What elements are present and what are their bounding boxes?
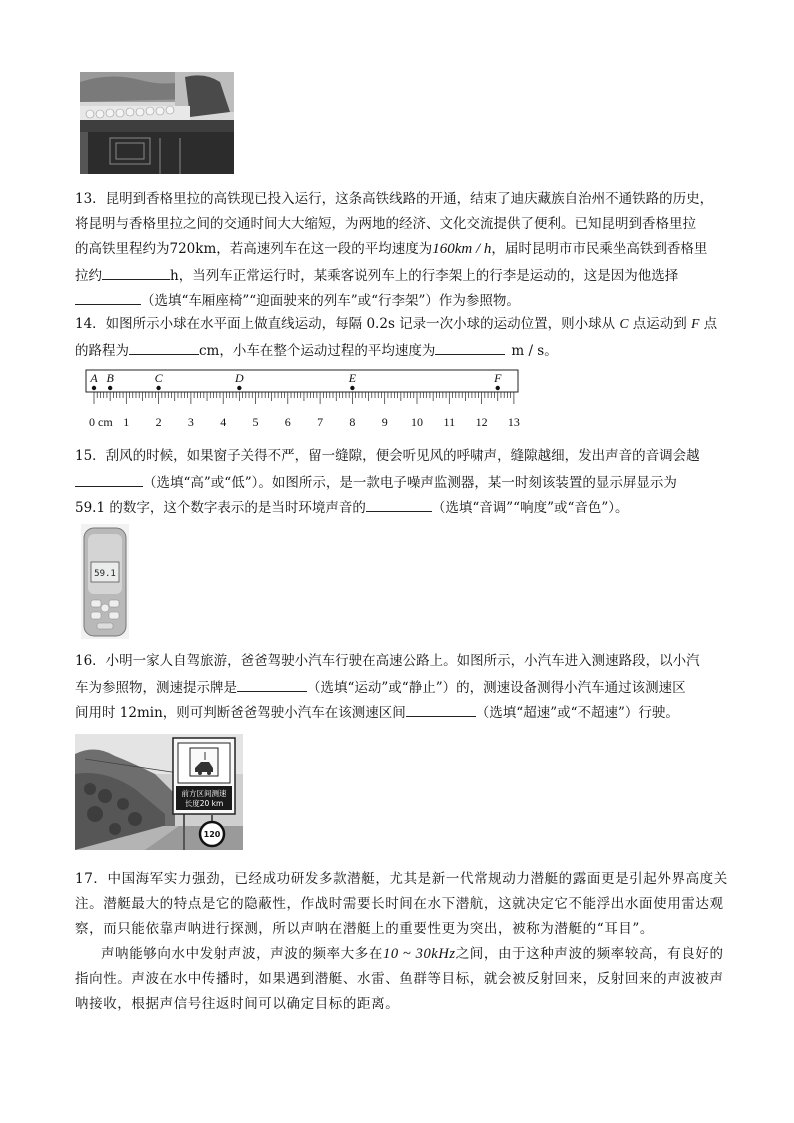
ball-position-B [108,386,112,390]
point-label-A: A [90,371,98,385]
ruler-figure [84,368,524,434]
q16-line-2 [75,677,686,697]
speed-value: 160km / h [432,241,492,257]
q15-line-3 [75,497,629,517]
ruler-number: 4 [220,415,227,429]
ball-position-D [237,386,241,390]
ruler-number: 7 [317,415,324,429]
ruler-number: 10 [411,415,423,429]
q13-line-4-tail: h，当列车正常运行时，某乘客说列车上的行李架上的行李是运动的，这是因为他选择 [170,268,679,284]
answer-blank-motion[interactable] [237,677,307,692]
ball-position-A [92,386,96,390]
answer-blank-pitch[interactable] [75,472,143,487]
q13-line-3-text: 的高铁里程约为720km，若高速列车在这一段的平均速度为 [75,241,433,257]
answer-blank-speed[interactable] [435,340,505,355]
q13-line-3 [75,240,707,258]
q15-line-2 [75,472,677,492]
q16-line-3 [75,702,679,722]
noise-meter-image [81,524,129,639]
q15-line-3-tail: （选填“音调”“响度”或“音色”）。 [431,500,629,516]
q13-line-5-text: （选填“车厢座椅”“迎面驶来的列车”或“行李架”）作为参照物。 [141,293,520,309]
sign-text-2: 长度20 km [184,799,224,808]
point-label-D: D [235,371,244,385]
q15-line-2-text: （选填“高”或“低”）。如图所示，是一款电子噪声监测器，某一时刻该装置的显示屏显示为 [143,475,677,491]
ball-position-C [156,386,160,390]
frequency-range: 10 ~ 30kHz [383,946,456,962]
answer-blank-distance[interactable] [129,340,199,355]
answer-blank-sound[interactable] [366,497,432,512]
point-f-label: F [691,316,700,331]
answer-blank-time[interactable] [102,265,170,280]
ruler-number: 6 [284,415,291,429]
ball-position-F [496,386,500,390]
q16-line-2-tail: （选填“运动”或“静止”）的，测速设备测得小汽车通过该测速区 [307,680,686,696]
point-label-F: F [494,371,502,385]
q16-line-3-tail: （选填“超速”或“不超速”）行驶。 [475,705,679,721]
q13-line-4 [75,265,678,285]
point-label-E: E [348,371,357,385]
ruler-number: 5 [252,415,259,429]
ruler-number: 1 [123,415,130,429]
ruler-svg [84,368,524,434]
q15-line-3-text: 59.1 的数字，这个数字表示的是当时环境声音的 [75,500,366,516]
unit-ms: m / s [511,343,545,359]
q16-line-3-text: 间用时 12min，则可判断爸爸驾驶小汽车在该测速区间 [75,705,406,721]
q14-line-1-tail: 点 [699,316,718,332]
ruler-number: 13 [507,415,520,429]
ruler-number: 11 [443,415,456,429]
highway-photo [75,734,243,850]
q17-line-1: 17．中国海军实力强劲，已经成功研发多款潜艇，尤其是新一代常规动力潜艇的露面更是引起外界高度关 [75,871,728,887]
q13-line-4-text: 拉约 [75,268,102,284]
q13-line-1: 13．昆明到香格里拉的高铁现已投入运行，这条高铁线路的开通，结束了迪庆藏族自治州不通铁路的历史， [75,191,714,207]
q15-line-1: 15．刮风的时候，如果窗子关得不严，留一缝隙，便会听见风的呼啸声，缝隙越细，发出声音的音调会越 [75,448,700,464]
q13-line-2: 将昆明与香格里拉之间的交通时间大大缩短，为两地的经济、文化交流提供了便利。已知昆明到香格里拉 [75,216,696,232]
q17-line-6: 呐接收，根据声信号往返时间可以确定目标的距离。 [75,996,400,1012]
q13-line-5 [75,290,520,310]
instrument-photo [80,72,234,174]
q17-line-5: 指向性。声波在水中传播时，如果遇到潜艇、水雷、鱼群等目标，就会被反射回来，反射回来的声波被声 [75,971,724,987]
q14-line-1-mid: 点运动到 [628,316,692,332]
q17-line-3: 察，而只能依靠声呐进行探测，所以声呐在潜艇上的重要性更为突出，被称为潜艇的“耳目”。 [75,921,655,937]
ruler-number: 0 cm [89,415,113,429]
speed-limit-text: 120 [203,830,221,839]
q16-line-1: 16．小明一家人自驾旅游，爸爸驾驶小汽车行驶在高速公路上。如图所示，小汽车进入测速路段，以小汽 [75,653,700,669]
q14-line-1 [75,315,717,333]
ruler-number: 2 [155,415,162,429]
q16-line-2-text: 车为参照物，测速提示牌是 [75,680,237,696]
sign-text-1: 前方区间测速 [181,789,227,798]
q14-line-2-text: 的路程为 [75,343,129,359]
q14-line-2-mid: cm，小车在整个运动过程的平均速度为 [199,343,436,359]
q17-line-4-text: 声呐能够向水中发射声波，声波的频率大多在 [101,946,383,962]
answer-blank-reference[interactable] [75,290,141,305]
q14-line-2 [75,340,558,360]
ruler-number: 3 [187,415,194,429]
point-label-C: C [154,371,163,385]
q14-line-1-text: 14．如图所示小球在水平面上做直线运动，每隔 0.2s 记录一次小球的运动位置，则小球从 [75,316,620,332]
ruler-number: 12 [475,415,488,429]
q14-line-2-end: 。 [544,343,558,359]
q17-line-4-tail: 之间，由于这种声波的频率较高，有良好的 [455,946,724,962]
q17-line-2: 注。潜艇最大的特点是它的隐蔽性，作战时需要长时间在水下潜航，这就决定它不能浮出水面使用雷达观 [75,896,724,912]
ruler-ball-track [86,370,518,392]
answer-blank-speeding[interactable] [406,702,476,717]
meter-display-text: 59.1 [94,569,116,579]
q17-line-4 [101,945,724,963]
ruler-number: 9 [381,415,388,429]
ball-position-E [350,386,354,390]
q13-line-3-tail: ，届时昆明市市民乘坐高铁到香格里 [491,241,708,257]
point-c-label: C [619,316,629,331]
point-label-B: B [106,371,114,385]
ruler-number: 8 [349,415,356,429]
